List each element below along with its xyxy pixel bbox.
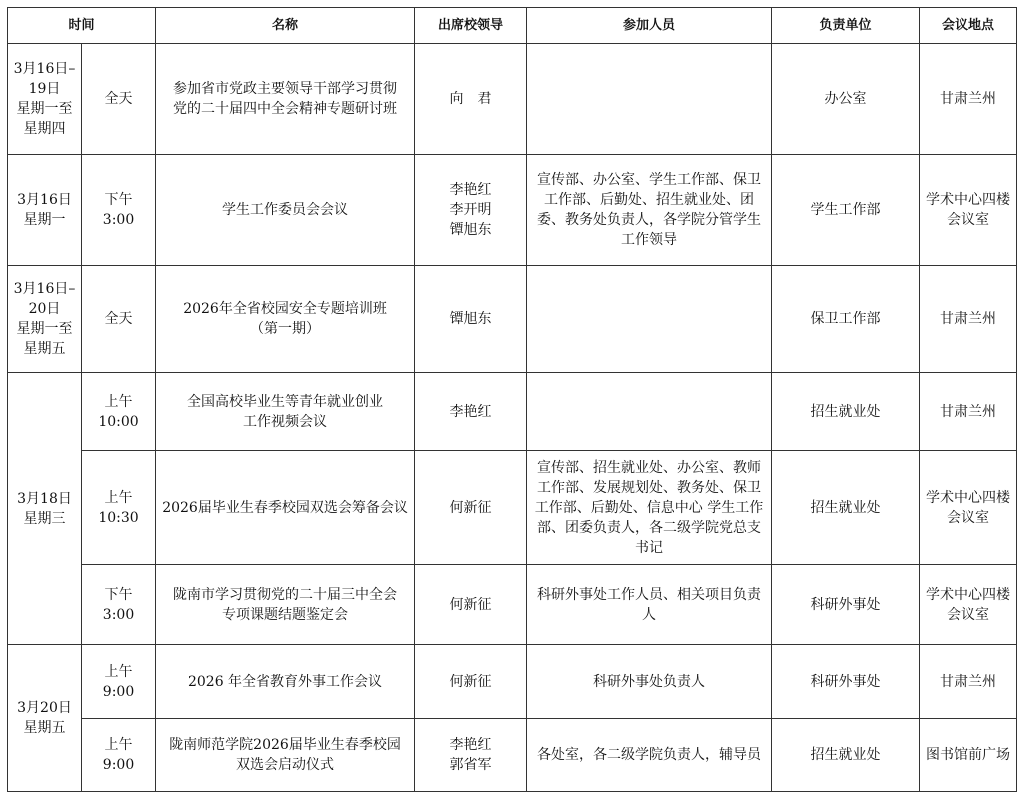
unit-cell: 招生就业处 <box>772 719 920 792</box>
time-cell: 上午 9:00 <box>82 645 156 719</box>
header-location: 会议地点 <box>920 8 1017 44</box>
name-cell: 陇南师范学院2026届毕业生春季校园 双选会启动仪式 <box>156 719 415 792</box>
attendees-cell: 宣传部、办公室、学生工作部、保卫 工作部、后勤处、招生就业处、团 委、教务处负责人，各学院分管学生 工作领导 <box>527 155 772 266</box>
table-row <box>8 44 1017 155</box>
leader-cell: 李艳红 郭省军 <box>415 719 527 792</box>
leader-cell: 镡旭东 <box>415 266 527 373</box>
leader-cell: 李艳红 <box>415 373 527 451</box>
unit-cell: 科研外事处 <box>772 565 920 645</box>
header-leader: 出席校领导 <box>415 8 527 44</box>
time-cell: 上午 9:00 <box>82 719 156 792</box>
attendees-cell: 科研外事处工作人员、相关项目负责 人 <box>527 565 772 645</box>
date-cell: 3月20日 星期五 <box>8 645 82 792</box>
unit-cell: 招生就业处 <box>772 451 920 565</box>
unit-cell: 招生就业处 <box>772 373 920 451</box>
table-row <box>8 155 1017 266</box>
name-cell: 2026届毕业生春季校园双选会筹备会议 <box>156 451 415 565</box>
leader-cell: 向 君 <box>415 44 527 155</box>
location-cell: 学术中心四楼 会议室 <box>920 451 1017 565</box>
time-cell: 下午 3:00 <box>82 565 156 645</box>
name-cell: 学生工作委员会会议 <box>156 155 415 266</box>
location-cell: 甘肃兰州 <box>920 266 1017 373</box>
time-cell: 上午 10:30 <box>82 451 156 565</box>
location-cell: 甘肃兰州 <box>920 645 1017 719</box>
name-cell: 2026年全省校园安全专题培训班 （第一期） <box>156 266 415 373</box>
location-cell: 图书馆前广场 <box>920 719 1017 792</box>
attendees-cell <box>527 266 772 373</box>
leader-cell: 何新征 <box>415 645 527 719</box>
leader-cell: 何新征 <box>415 565 527 645</box>
header-row <box>8 8 1017 44</box>
location-cell: 学术中心四楼 会议室 <box>920 155 1017 266</box>
date-cell: 3月18日 星期三 <box>8 373 82 645</box>
table-row <box>8 719 1017 792</box>
schedule-table <box>7 7 1017 792</box>
unit-cell: 科研外事处 <box>772 645 920 719</box>
table-row <box>8 266 1017 373</box>
table-row <box>8 645 1017 719</box>
leader-cell: 李艳红 李开明 镡旭东 <box>415 155 527 266</box>
location-cell: 甘肃兰州 <box>920 44 1017 155</box>
header-unit: 负责单位 <box>772 8 920 44</box>
date-cell: 3月16日 星期一 <box>8 155 82 266</box>
leader-cell: 何新征 <box>415 451 527 565</box>
date-cell: 3月16日– 19日 星期一至 星期四 <box>8 44 82 155</box>
attendees-cell: 科研外事处负责人 <box>527 645 772 719</box>
unit-cell: 办公室 <box>772 44 920 155</box>
time-cell: 全天 <box>82 44 156 155</box>
header-attendees: 参加人员 <box>527 8 772 44</box>
unit-cell: 保卫工作部 <box>772 266 920 373</box>
name-cell: 全国高校毕业生等青年就业创业 工作视频会议 <box>156 373 415 451</box>
header-name: 名称 <box>156 8 415 44</box>
time-cell: 上午 10:00 <box>82 373 156 451</box>
table-row <box>8 373 1017 451</box>
location-cell: 学术中心四楼 会议室 <box>920 565 1017 645</box>
attendees-cell <box>527 44 772 155</box>
time-cell: 下午 3:00 <box>82 155 156 266</box>
table-row <box>8 451 1017 565</box>
header-time: 时间 <box>8 8 156 44</box>
location-cell: 甘肃兰州 <box>920 373 1017 451</box>
unit-cell: 学生工作部 <box>772 155 920 266</box>
time-cell: 全天 <box>82 266 156 373</box>
attendees-cell: 宣传部、招生就业处、办公室、教师 工作部、发展规划处、教务处、保卫 工作部、后勤处、信息中心 学生工作 部、团委负责人，各二级学院党总支 书记 <box>527 451 772 565</box>
attendees-cell <box>527 373 772 451</box>
name-cell: 2026 年全省教育外事工作会议 <box>156 645 415 719</box>
attendees-cell: 各处室，各二级学院负责人，辅导员 <box>527 719 772 792</box>
date-cell: 3月16日– 20日 星期一至 星期五 <box>8 266 82 373</box>
table-row <box>8 565 1017 645</box>
name-cell: 参加省市党政主要领导干部学习贯彻 党的二十届四中全会精神专题研讨班 <box>156 44 415 155</box>
name-cell: 陇南市学习贯彻党的二十届三中全会 专项课题结题鉴定会 <box>156 565 415 645</box>
